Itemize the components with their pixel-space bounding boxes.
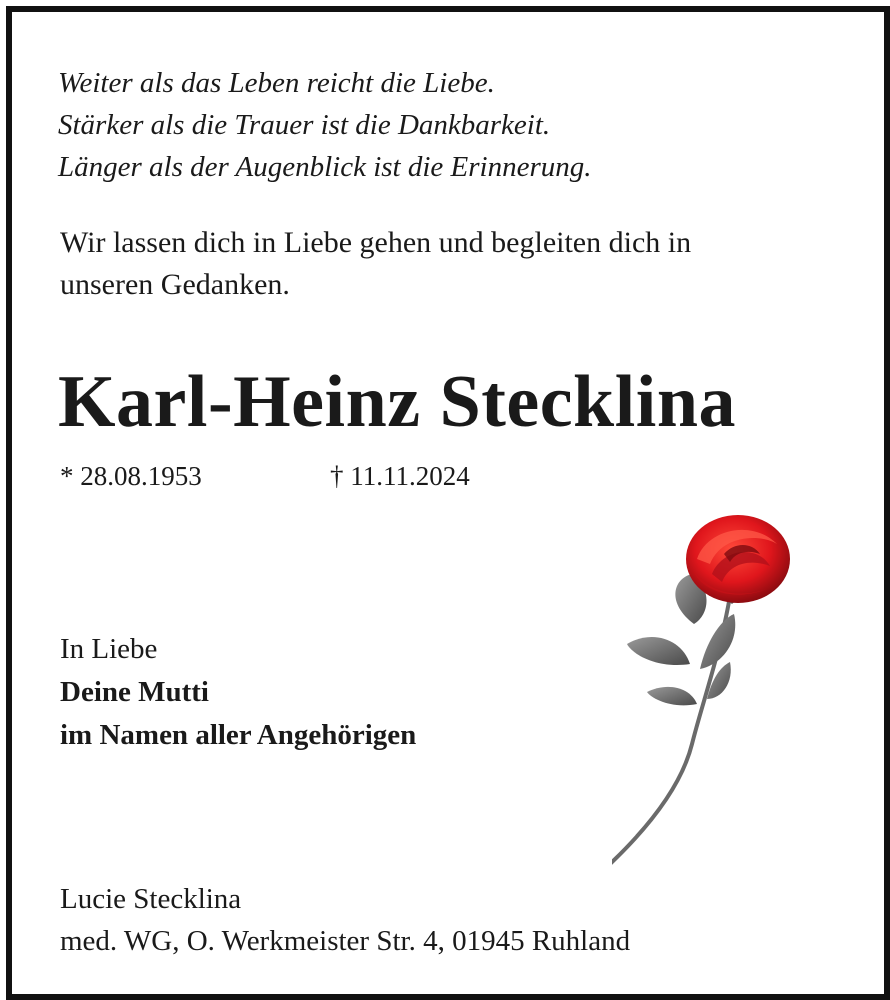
poem-block: [58, 62, 592, 188]
deceased-name: Karl-Heinz Stecklina: [58, 361, 736, 443]
signature-line-3: im Namen aller Angehörigen: [60, 719, 417, 751]
rose-leaf-4: [647, 687, 697, 705]
poem-line-3: Länger als der Augenblick ist die Erinnerung.: [58, 151, 592, 183]
poem-line-1: Weiter als das Leben reicht die Liebe.: [58, 67, 495, 99]
rose-stem: [612, 596, 730, 864]
birth-date: * 28.08.1953: [60, 461, 202, 491]
obituary-frame: [6, 6, 890, 1000]
rose-leaf-3: [700, 614, 735, 669]
contact-address: [60, 878, 630, 962]
intro-line-2: unseren Gedanken.: [60, 268, 290, 301]
contact-name: Lucie Stecklina: [60, 883, 242, 915]
contact-street: med. WG, O. Werkmeister Str. 4, 01945 Ruhland: [60, 925, 631, 957]
intro-text: [60, 222, 840, 306]
death-date: † 11.11.2024: [330, 461, 470, 491]
rose-leaf-2: [627, 637, 690, 665]
signature-block: [60, 628, 416, 757]
rose-icon: [612, 504, 812, 874]
intro-line-1: Wir lassen dich in Liebe gehen und begleiten dich in: [60, 226, 692, 259]
signature-line-2: Deine Mutti: [60, 676, 209, 708]
signature-line-1: In Liebe: [60, 633, 158, 665]
poem-line-2: Stärker als die Trauer ist die Dankbarkeit.: [58, 109, 551, 141]
